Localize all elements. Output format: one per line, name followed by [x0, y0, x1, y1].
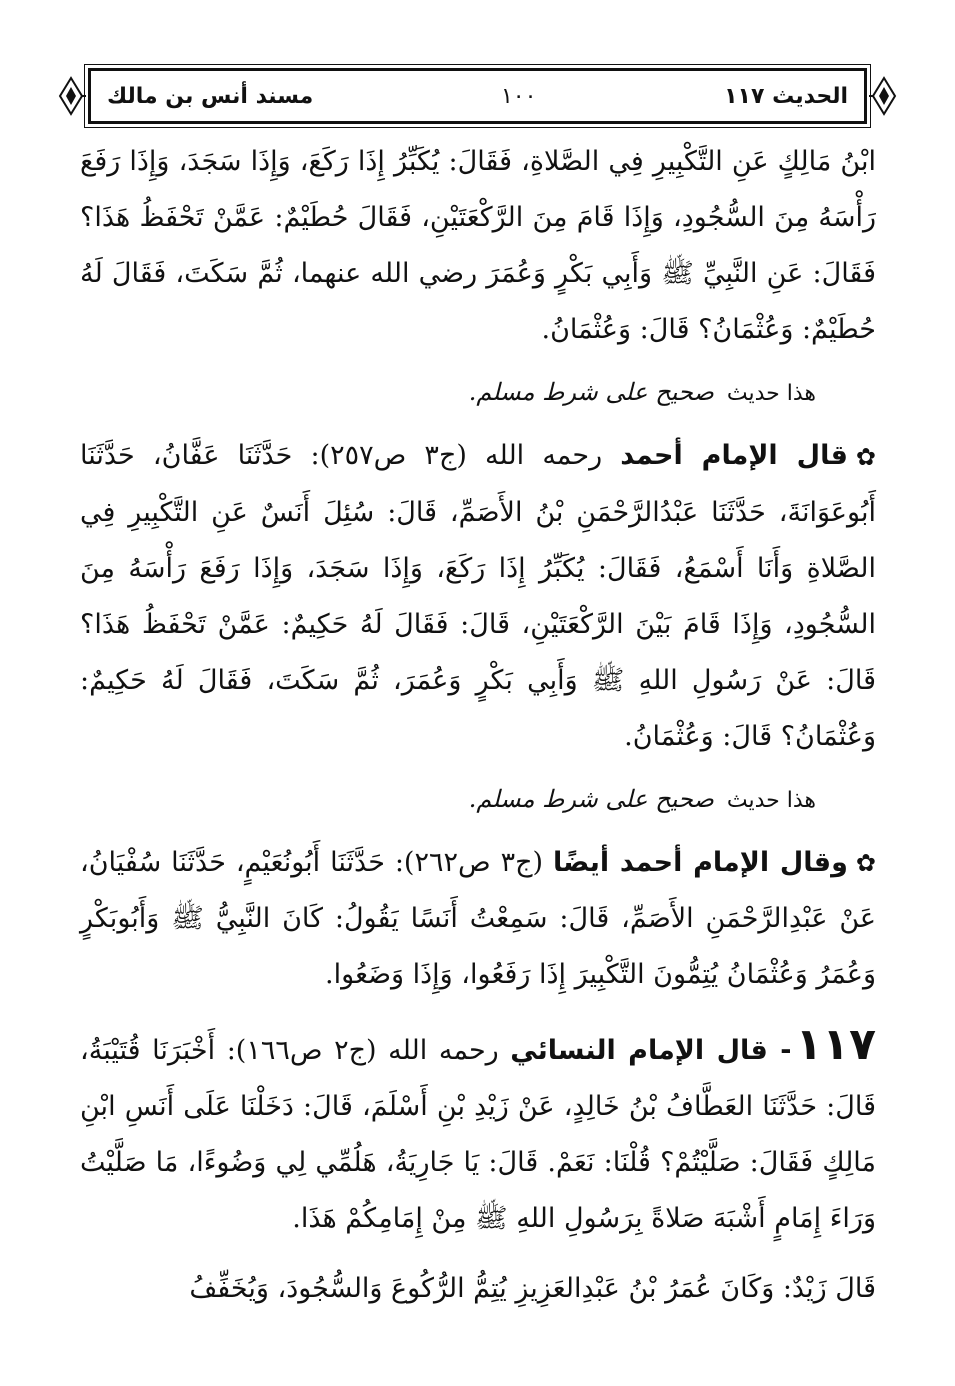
hadith-paragraph — [80, 134, 876, 358]
paragraph-text: (ج٣ ص٢٦٢): حَدَّثَنَا أَبُونُعَيْمٍ، حَدَّثَنَا سُفْيَانُ، عَنْ عَبْدِالرَّحْمَنِ الأَصَمِّ، قَالَ: سَمِعْتُ أَنَسًا يَقُولُ: كَانَ النَّبِيُّ ﷺ وَأَبُوبَكْرٍ وَعُمَرُ وَعُثْمَانُ يُتِمُّونَ التَّكْبِيرَ إِذَا رَفَعُوا، وَإِذَا وَضَعُوا. — [80, 846, 876, 990]
header-frame — [88, 68, 867, 124]
authenticity-verdict — [80, 372, 816, 414]
hadith-paragraph — [80, 1017, 876, 1247]
paragraph-text: قَالَ زَيْدٌ: وَكَانَ عُمَرُ بْنُ عَبْدِالعَزِيزِ يُتِمُّ الرُّكُوعَ وَالسُّجُودَ، وَيُخَفِّفُ — [189, 1273, 876, 1304]
paragraph-text: رحمه الله (ج٣ ص٢٥٧): حَدَّثَنَا عَفَّانُ، حَدَّثَنَا أَبُوعَوَانَةَ، حَدَّثَنَا عَبْدُالرَّحْمَنِ بْنُ الأَصَمِّ، قَالَ: سُئِلَ أَنَسٌ عَنِ التَّكْبِيرِ فِي الصَّلاةِ وَأَنَا أَسْمَعُ، فَقَالَ: يُكَبِّرُ إِذَا رَكَعَ، وَإِذَا سَجَدَ، وَإِذَا رَفَعَ رَأْسَهُ مِنَ السُّجُودِ، وَإِذَا قَامَ بَيْنَ الرَّكْعَتَيْنِ، قَالَ: فَقَالَ لَهُ حَكِيمٌ: عَمَّنْ تَحْفَظُ هَذَا؟ قَالَ: عَنْ رَسُولِ اللهِ ﷺ وَأَبِي بَكْرٍ وَعُمَرَ، ثُمَّ سَكَتَ، فَقَالَ لَهُ حَكِيمٌ: وَعُثْمَانُ؟ قَالَ: وَعُثْمَانُ. — [80, 440, 876, 752]
hadith-paragraph — [80, 428, 876, 765]
page-header — [56, 68, 899, 124]
narrator-lead: وقال الإمام أحمد أيضًا — [553, 846, 848, 878]
paragraph-text: ابْنُ مَالِكٍ عَنِ التَّكْبِيرِ فِي الصَّلاةِ، فَقَالَ: يُكَبِّرُ إِذَا رَكَعَ، وَإِذَا سَجَدَ، وَإِذَا رَفَعَ رَأْسَهُ مِنَ السُّجُودِ، وَإِذَا قَامَ مِنَ الرَّكْعَتَيْنِ، فَقَالَ حُطَيْمٌ: عَمَّنْ تَحْفَظُ هَذَا؟ فَقَالَ: عَنِ النَّبِيِّ ﷺ وَأَبِي بَكْرٍ وَعُمَرَ رضي الله عنهما، ثُمَّ سَكَتَ، فَقَالَ لَهُ حُطَيْمٌ: وَعُثْمَانُ؟ قَالَ: وَعُثْمَانُ. — [80, 146, 876, 345]
page-number: ١٠٠ — [500, 83, 537, 109]
hadith-paragraph — [80, 835, 876, 1004]
verdict-grade: صحيح على شرط مسلم. — [468, 784, 714, 813]
header-hadith-label: الحديث ١١٧ — [724, 83, 848, 109]
header-book-title: مسند أنس بن مالك — [107, 83, 314, 109]
paragraph-text: رحمه الله (ج٢ ص١٦٦): أَخْبَرَنَا قُتَيْبَةُ، قَالَ: حَدَّثَنَا العَطَّافُ بْنُ خَالِدٍ، عَنْ زَيْدِ بْنِ أَسْلَمَ، قَالَ: دَخَلْنَا عَلَى أَنَسِ ابْنِ مَالِكٍ فَقَالَ: صَلَّيْتُمْ؟ قُلْنَا: نَعَمْ. قَالَ: يَا جَارِيَةُ، هَلُمِّي لِي وَضُوءًا، مَا صَلَّيْتُ وَرَاءَ إِمَامٍ أَشْبَهَ صَلاةً بِرَسُولِ اللهِ ﷺ مِنْ إِمَامِكُمْ هَذَا. — [80, 1035, 876, 1234]
flower-ornament-icon: ✿ — [855, 442, 876, 471]
diamond-ornament-icon — [56, 74, 86, 118]
verdict-grade: صحيح على شرط مسلم. — [468, 378, 714, 406]
diamond-ornament-icon — [869, 74, 899, 118]
verdict-prefix: هذا حديث — [726, 381, 816, 406]
narrator-lead: قال الإمام أحمد — [620, 440, 848, 471]
narrator-lead: - قال الإمام النسائي — [510, 1035, 792, 1066]
verdict-prefix: هذا حديث — [726, 787, 816, 813]
hadith-number: ١١٧ — [795, 1019, 877, 1070]
hadith-paragraph — [80, 1261, 876, 1317]
page-body — [80, 134, 876, 1317]
authenticity-verdict — [80, 779, 816, 821]
flower-ornament-icon: ✿ — [855, 849, 877, 877]
